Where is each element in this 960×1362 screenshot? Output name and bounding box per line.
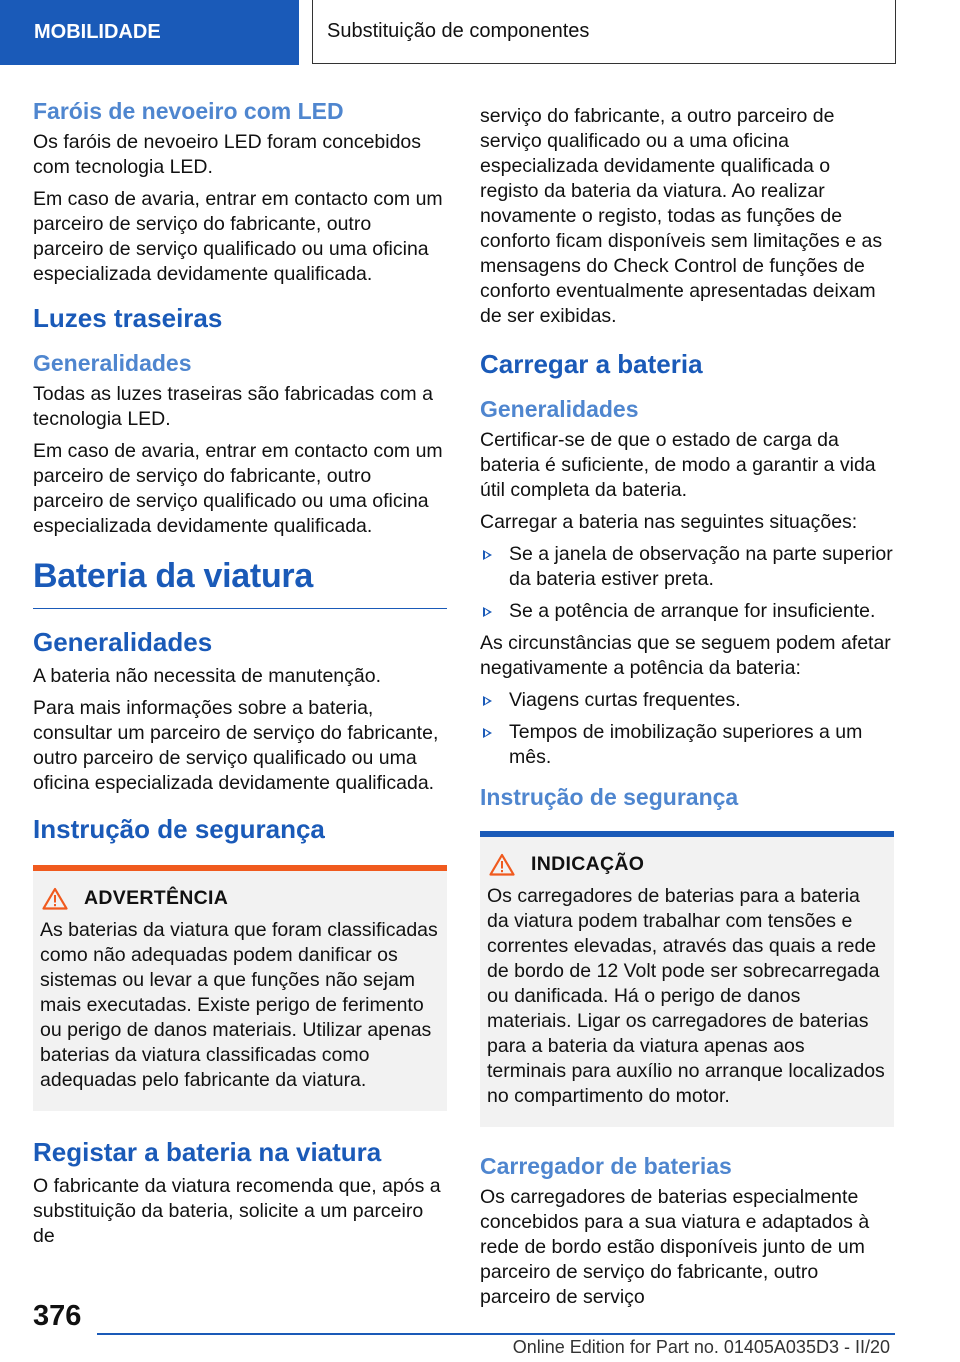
paragraph: O fabricante da viatura recomenda que, após a substituição da bateria, solicite a um parceiro de (33, 1175, 441, 1247)
warning-box (33, 865, 447, 1111)
left-column (33, 98, 447, 1256)
notice-box (480, 831, 894, 1127)
bullet-triangle-icon (483, 728, 492, 738)
paragraph: Carregar a bateria nas seguintes situações: (480, 511, 858, 533)
paragraph: Os carregadores de baterias especialmente concebidos para a sua viatura e adaptados à rede de bordo estão disponíveis junto de um parceiro de serviço do fabricante, outro parceiro de serviço (480, 1186, 870, 1308)
right-column (480, 104, 894, 1317)
warning-text: As baterias da viatura que foram classificadas como não adequadas podem danificar os sistemas ou levar a que funções não sejam mais executadas. Existe perigo de ferimento ou perigo de danos materiais. Utilizar apenas baterias da viatura classificadas como adequadas pelo fabricante da viatura. (40, 919, 438, 1091)
list-item: Viagens curtas frequentes. (480, 688, 894, 713)
charger-heading: Carregador de baterias (480, 1153, 732, 1179)
paragraph: As circunstâncias que se seguem podem afetar negativamente a potência da bateria: (480, 632, 891, 679)
bullet-list (480, 688, 894, 770)
chapter-title: Substituição de componentes (312, 0, 896, 64)
bullet-list (480, 542, 894, 624)
list-item: Se a potência de arranque for insuficiente. (480, 599, 894, 624)
paragraph: serviço do fabricante, a outro parceiro de serviço qualificado ou a uma oficina especializada devidamente qualificada o registo da bateria da viatura. Ao realizar novamente o registo, todas as funções de conforto ficam disponíveis sem limitações e as mensagens do Check Control de funções de conforto eventualmente apresentadas deixam de ser exibidas. (480, 105, 883, 327)
register-battery-heading: Registar a bateria na viatura (33, 1137, 382, 1167)
paragraph: Em caso de avaria, entrar em contacto com um parceiro de serviço do fabricante, outro parceiro de serviço qualificado ou uma oficina especializada devidamente qualificada. (33, 188, 443, 285)
bullet-triangle-icon (483, 696, 492, 706)
paragraph: Para mais informações sobre a bateria, consultar um parceiro de serviço do fabricante, outro parceiro de serviço qualificado ou uma oficina especializada devidamente qualificada. (33, 697, 439, 794)
edition-footer: Online Edition for Part no. 01405A035D3 - II/20 (512, 1337, 890, 1357)
page-number: 376 (33, 1300, 82, 1332)
warning-triangle-icon (42, 887, 68, 910)
subheading-general: Generalidades (33, 350, 192, 376)
battery-main-heading: Bateria da viatura (33, 557, 447, 609)
warning-triangle-icon (489, 853, 515, 876)
paragraph: Em caso de avaria, entrar em contacto com um parceiro de serviço do fabricante, outro parceiro de serviço qualificado ou uma oficina especializada devidamente qualificada. (33, 440, 443, 537)
battery-general-heading: Generalidades (33, 627, 213, 657)
bullet-triangle-icon (483, 607, 492, 617)
footer-divider (97, 1333, 895, 1335)
list-item: Se a janela de observação na parte superior da bateria estiver preta. (480, 542, 894, 592)
subheading-general: Generalidades (480, 396, 639, 422)
paragraph: A bateria não necessita de manutenção. (33, 665, 381, 687)
safety-heading: Instrução de segurança (480, 784, 739, 810)
paragraph: Os faróis de nevoeiro LED foram concebidos com tecnologia LED. (33, 131, 422, 178)
paragraph: Todas as luzes traseiras são fabricadas com a tecnologia LED. (33, 383, 433, 430)
notice-text: Os carregadores de baterias para a bateria da viatura podem trabalhar com tensões e correntes elevadas, através das quais a rede de bordo de 12 Volt pode ser sobrecarregada ou danificada. Há o perigo de danos materiais. Ligar os carregadores de baterias para a bateria da viatura apenas aos terminais para auxílio no arranque localizados no compartimento do motor. (487, 885, 885, 1107)
safety-heading: Instrução de segurança (33, 814, 325, 844)
tail-lights-heading: Luzes traseiras (33, 303, 223, 333)
bullet-triangle-icon (483, 550, 492, 560)
section-tab: MOBILIDADE (0, 0, 299, 65)
warning-label: ADVERTÊNCIA (84, 887, 229, 909)
charge-battery-heading: Carregar a bateria (480, 349, 703, 379)
paragraph: Certificar-se de que o estado de carga da bateria é suficiente, de modo a garantir a vida útil completa da bateria. (480, 429, 876, 501)
notice-label: INDICAÇÃO (531, 853, 645, 875)
fog-lights-heading: Faróis de nevoeiro com LED (33, 98, 344, 124)
list-item: Tempos de imobilização superiores a um mês. (480, 720, 894, 770)
